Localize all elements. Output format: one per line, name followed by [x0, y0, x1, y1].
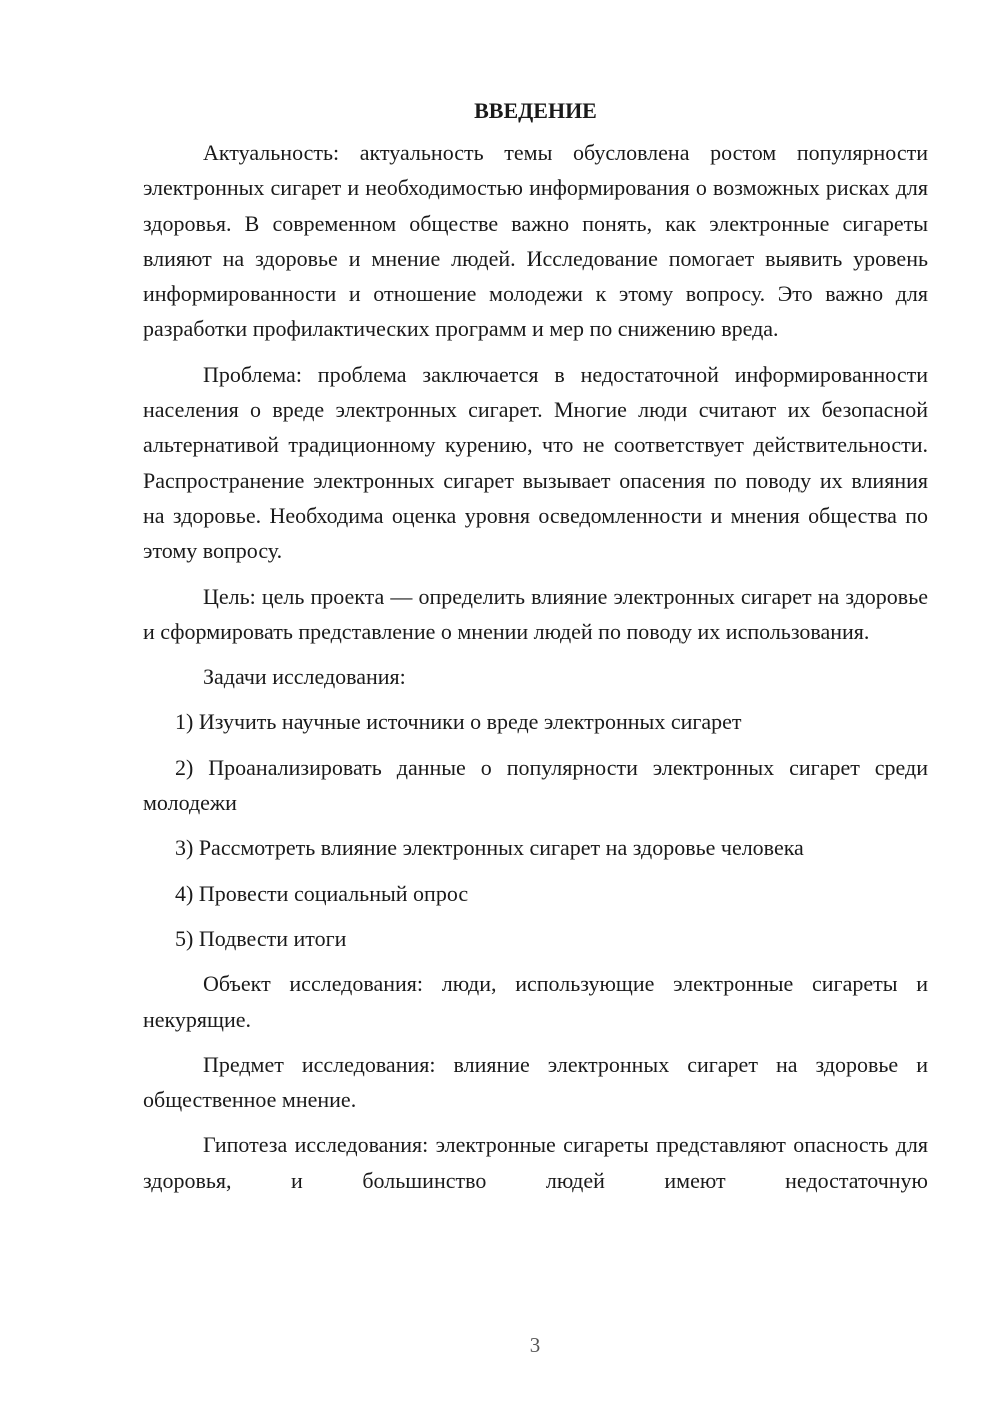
page-title: ВВЕДЕНИЕ	[474, 98, 597, 123]
task-item-2: 2) Проанализировать данные о популярности электронных сигарет среди молодежи	[143, 754, 928, 816]
goal-paragraph: Цель: цель проекта — определить влияние электронных сигарет на здоровье и сформировать представление о мнении людей по поводу их использования.	[143, 583, 928, 644]
task-item-4: 4) Провести социальный опрос	[175, 880, 469, 906]
problem-paragraph: Проблема: проблема заключается в недостаточной информированности населения о вреде электронных сигарет. Многие люди считают их безопасной альтернативой традиционному курению, что не соответствует действительности. Распространение электронных сигарет вызывает опасения по поводу их влияния на здоровье. Необходима оценка уровня осведомленности и мнения общества по этому вопросу.	[143, 361, 928, 564]
task-item-3: 3) Рассмотреть влияние электронных сигарет на здоровье человека	[175, 835, 804, 861]
relevance-paragraph: Актуальность: актуальность темы обусловлена ростом популярности электронных сигарет и необходимостью информирования о возможных рисках для здоровья. В современном обществе важно понять, как электронные сигареты влияют на здоровье и мнение людей. Исследование помогает выявить уровень информированности и отношение молодежи к этому вопросу. Это важно для разработки профилактических программ и мер по снижению вреда.	[143, 140, 928, 342]
object-paragraph: Объект исследования: люди, использующие электронные сигареты и некурящие.	[143, 971, 928, 1032]
document-page	[143, 93, 928, 1208]
hypothesis-paragraph: Гипотеза исследования: электронные сигареты представляют опасность для здоровья, и большинство людей имеют недостаточную	[143, 1132, 928, 1193]
page-number: 3	[529, 1333, 541, 1357]
task-item-1: 1) Изучить научные источники о вреде электронных сигарет	[175, 709, 742, 735]
subject-paragraph: Предмет исследования: влияние электронных сигарет на здоровье и общественное мнение.	[143, 1051, 928, 1113]
tasks-heading: Задачи исследования:	[203, 664, 406, 690]
task-item-5: 5) Подвести итоги	[175, 925, 347, 951]
